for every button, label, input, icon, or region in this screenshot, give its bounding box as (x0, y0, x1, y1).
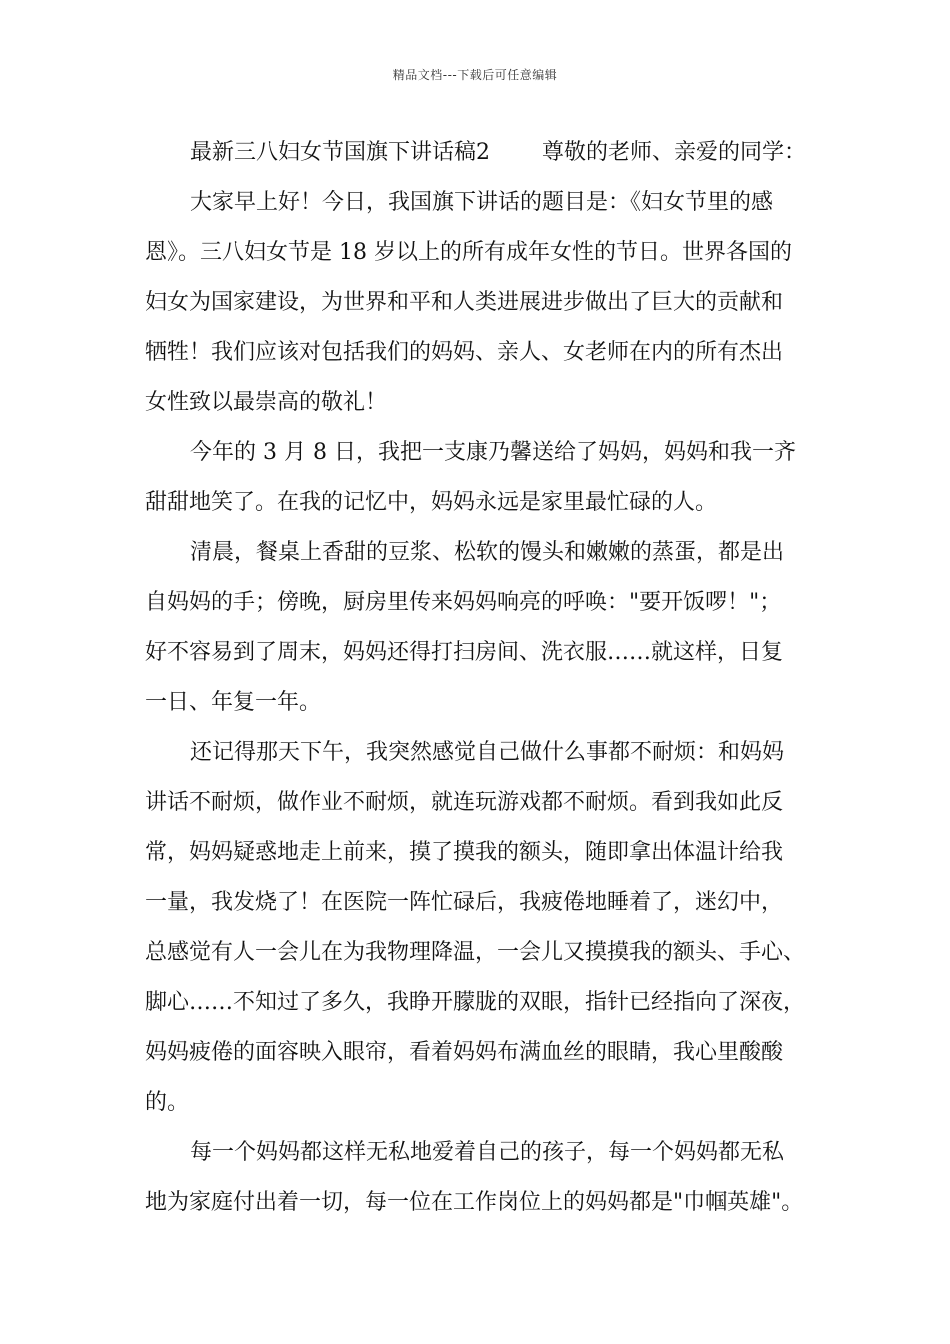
paragraph-line: 甜甜地笑了。在我的记忆中，妈妈永远是家里最忙碌的人。 (145, 490, 718, 515)
paragraph-line: 今年的 3 月 8 日，我把一支康乃馨送给了妈妈，妈妈和我一齐 (190, 440, 796, 465)
paragraph-line: 常，妈妈疑惑地走上前来，摸了摸我的额头，随即拿出体温计给我 (145, 840, 784, 865)
salutation: 尊敬的老师、亲爱的同学： (542, 140, 807, 165)
header-note: 精品文档---下载后可任意编辑 (392, 68, 558, 82)
paragraph-line: 恩》。三八妇女节是 18 岁以上的所有成年女性的节日。世界各国的 (145, 240, 792, 265)
paragraph-line: 的。 (145, 1090, 190, 1115)
paragraph-line: 女性致以最崇高的敬礼！ (145, 390, 388, 415)
paragraph-line: 地为家庭付出着一切，每一位在工作岗位上的妈妈都是"巾帼英雄"。 (145, 1190, 804, 1215)
paragraph-line: 好不容易到了周末，妈妈还得打扫房间、洗衣服……就这样，日复 (145, 640, 784, 665)
paragraph-line: 妈妈疲倦的面容映入眼帘，看着妈妈布满血丝的眼睛，我心里酸酸 (145, 1040, 784, 1065)
paragraph-line: 妇女为国家建设，为世界和平和人类进展进步做出了巨大的贡献和 (145, 290, 784, 315)
paragraph-line: 每一个妈妈都这样无私地爱着自己的孩子，每一个妈妈都无私 (190, 1140, 785, 1165)
paragraph-line: 总感觉有人一会儿在为我物理降温，一会儿又摸摸我的额头、手心、 (145, 940, 806, 965)
paragraph-line: 大家早上好！今日，我国旗下讲话的题目是：《妇女节里的感 (190, 190, 774, 215)
paragraph-line: 一量，我发烧了！在医院一阵忙碌后，我疲倦地睡着了，迷幻中， (145, 890, 784, 915)
paragraph-line: 脚心……不知过了多久，我睁开朦胧的双眼，指针已经指向了深夜， (145, 990, 806, 1015)
title-line (145, 128, 825, 178)
paragraph-line: 自妈妈的手；傍晚，厨房里传来妈妈响亮的呼唤："要开饭啰！"； (145, 590, 782, 615)
paragraph-line: 还记得那天下午，我突然感觉自己做什么事都不耐烦：和妈妈 (190, 740, 785, 765)
document-title: 最新三八妇女节国旗下讲话稿2 (190, 140, 490, 165)
paragraph-line: 一日、年复一年。 (145, 690, 322, 715)
paragraph-line: 讲话不耐烦，做作业不耐烦，就连玩游戏都不耐烦。看到我如此反 (145, 790, 784, 815)
paragraph-line: 牺牲！我们应该对包括我们的妈妈、亲人、女老师在内的所有杰出 (145, 340, 784, 365)
paragraph-line: 清晨，餐桌上香甜的豆浆、松软的馒头和嫩嫩的蒸蛋，都是出 (190, 540, 785, 565)
document-body (145, 128, 825, 1228)
